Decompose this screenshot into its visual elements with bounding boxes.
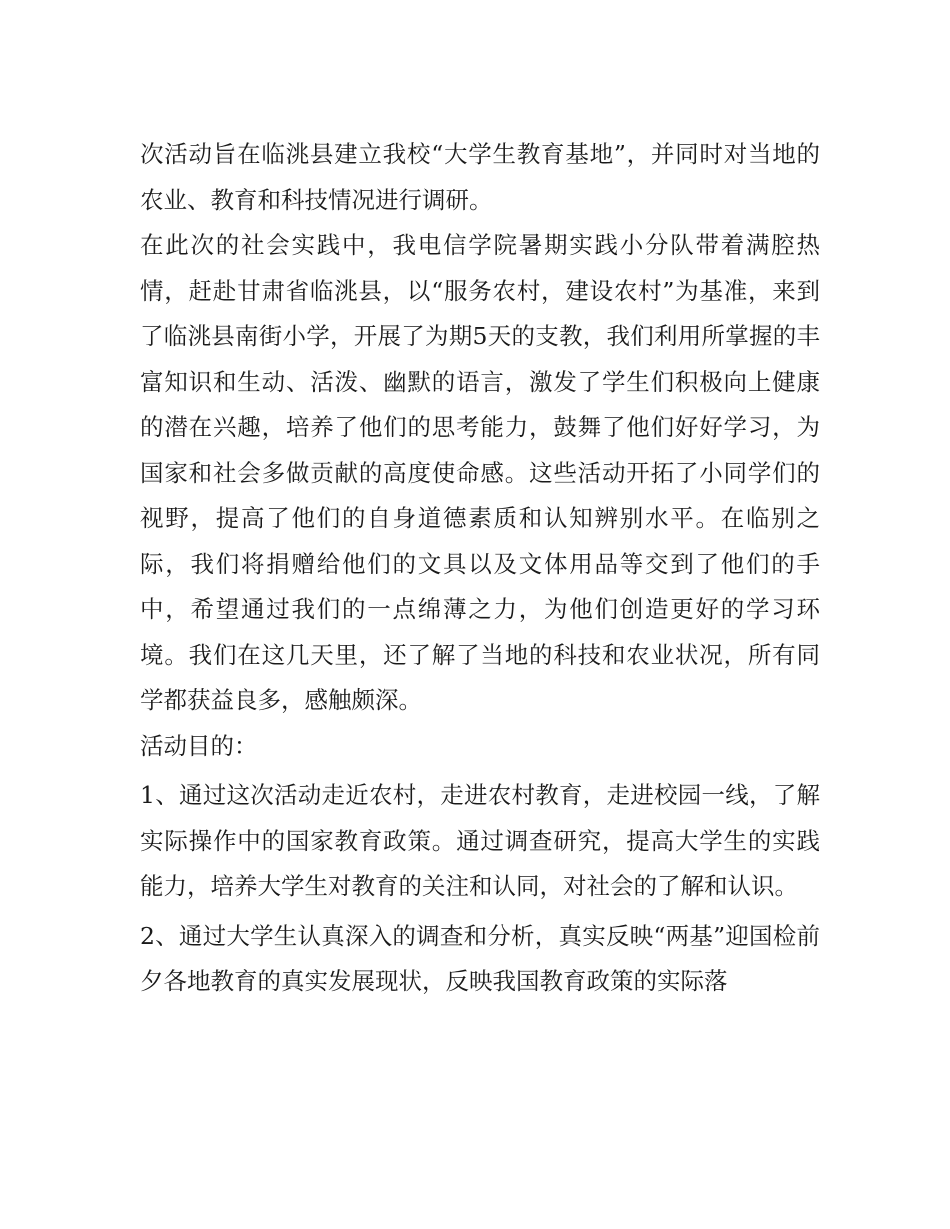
list-item-purpose-1: 1、通过这次活动走近农村，走进农村教育，走进校园一线，了解实际操作中的国家教育政策。通过调查研究，提高大学生的实践能力，培养大学生对教育的关注和认同，对社会的了解和认识。 (140, 781, 820, 900)
paragraph-intro: 次活动旨在临洮县建立我校“大学生教育基地”，并同时对当地的农业、教育和科技情况进行调研。 (140, 140, 820, 214)
paragraph-purpose-heading: 活动目的： (140, 731, 258, 760)
paragraph-practice: 在此次的社会实践中，我电信学院暑期实践小分队带着满腔热情，赶赴甘肃省临洮县，以“服务农村，建设农村”为基准，来到了临洮县南街小学，开展了为期5天的支教，我们利用所掌握的丰富知识和生动、活泼、幽默的语言，激发了学生们积极向上健康的潜在兴趣，培养了他们的思考能力，鼓舞了他们好好学习，为国家和社会多做贡献的高度使命感。这些活动开拓了小同学们的视野，提高了他们的自身道德素质和认知辨别水平。在临别之际，我们将捐赠给他们的文具以及文体用品等交到了他们的手中，希望通过我们的一点绵薄之力，为他们创造更好的学习环境。我们在这几天里，还了解了当地的科技和农业状况，所有同学都获益良多，感触颇深。 (140, 231, 820, 714)
document-body (140, 132, 820, 1005)
list-item-purpose-2: 2、通过大学生认真深入的调查和分析，真实反映“两基”迎国检前夕各地教育的真实发展现状，反映我国教育政策的实际落 (140, 921, 820, 995)
